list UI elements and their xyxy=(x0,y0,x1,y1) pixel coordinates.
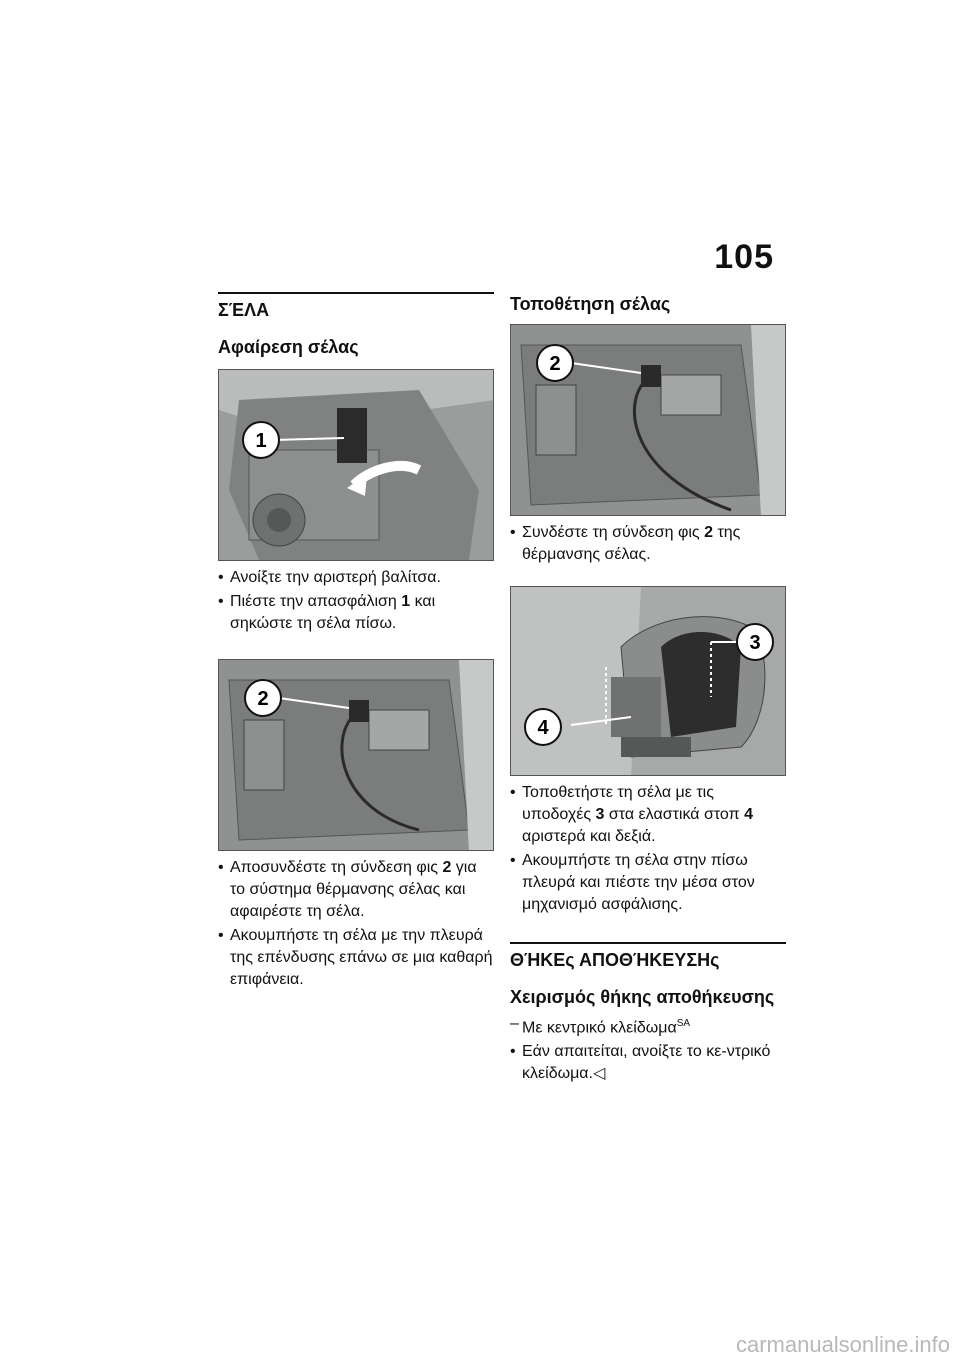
step-press-seat: • Ακουμπήστε τη σέλα στην πίσω πλευρά και πιέστε την μέσα στον μηχανισμό ασφάλισης. xyxy=(510,850,786,916)
step-open-case: • Ανοίξτε την αριστερή βαλίτσα. xyxy=(218,567,494,589)
section-title-seat: ΣΈΛΑ xyxy=(218,300,270,320)
steps-install-2 xyxy=(510,782,786,916)
step-connect-plug: • Συνδέστε τη σύνδεση φις 2 της θέρμανσης σέλας. xyxy=(510,522,786,566)
figure-plug-connector-right-drawing xyxy=(511,325,786,516)
steps-cases xyxy=(510,1013,786,1085)
section-rule-cases xyxy=(510,942,786,944)
step-disconnect-plug: • Αποσυνδέστε τη σύνδεση φις 2 για το σύστημα θέρμανσης σέλας και αφαιρέστε τη σέλα. xyxy=(218,857,494,923)
callout-2-left: 2 xyxy=(257,688,269,710)
figure-seat-lock xyxy=(218,369,494,561)
figure-seat-mounts-drawing xyxy=(511,587,786,776)
step-place-seat: • Ακουμπήστε τη σέλα με την πλευρά της επένδυσης επάνω σε μια καθαρή επιφάνεια. xyxy=(218,925,494,991)
callout-1: 1 xyxy=(255,430,267,452)
subsection-title-remove-seat: Αφαίρεση σέλας xyxy=(218,337,359,357)
steps-remove-2 xyxy=(218,857,494,991)
section-title-cases: ΘΉΚΕς ΑΠΟΘΉΚΕΥΣΗς xyxy=(510,950,720,970)
callout-2-right: 2 xyxy=(549,353,561,375)
figure-seat-mounts xyxy=(510,586,786,776)
callout-3: 3 xyxy=(749,632,761,654)
callout-4: 4 xyxy=(537,717,549,739)
subsection-title-install-seat: Τοποθέτηση σέλας xyxy=(510,294,671,314)
figure-seat-lock-drawing xyxy=(219,370,494,561)
footer-watermark: carmanualsonline.info xyxy=(735,1332,950,1357)
subsection-title-case-operation: Χειρισμός θήκης αποθήκευσης xyxy=(510,987,775,1007)
right-column xyxy=(510,292,786,1087)
section-rule xyxy=(218,292,494,294)
left-column xyxy=(218,292,494,993)
figure-plug-connector-right xyxy=(510,324,786,516)
step-position-seat: • Τοποθετήστε τη σέλα με τις υποδοχές 3 στα ελαστικά στοπ 4 αριστερά και δεξιά. xyxy=(510,782,786,848)
option-sup: SA xyxy=(676,1018,691,1029)
page-number: 105 xyxy=(714,238,774,276)
figure-plug-connector-left xyxy=(218,659,494,851)
step-open-central-locking: • Εάν απαιτείται, ανοίξτε το κε-ντρικό κλείδωμα.◁ xyxy=(510,1041,786,1085)
step-press-release: • Πιέστε την απασφάλιση 1 και σηκώστε τη σέλα πίσω. xyxy=(218,591,494,635)
steps-install-1 xyxy=(510,522,786,566)
dash-central-locking: – Με κεντρικό κλείδωμα$^{SA}$ xyxy=(510,1013,786,1039)
steps-remove-1 xyxy=(218,567,494,635)
figure-plug-connector-left-drawing xyxy=(219,660,494,851)
